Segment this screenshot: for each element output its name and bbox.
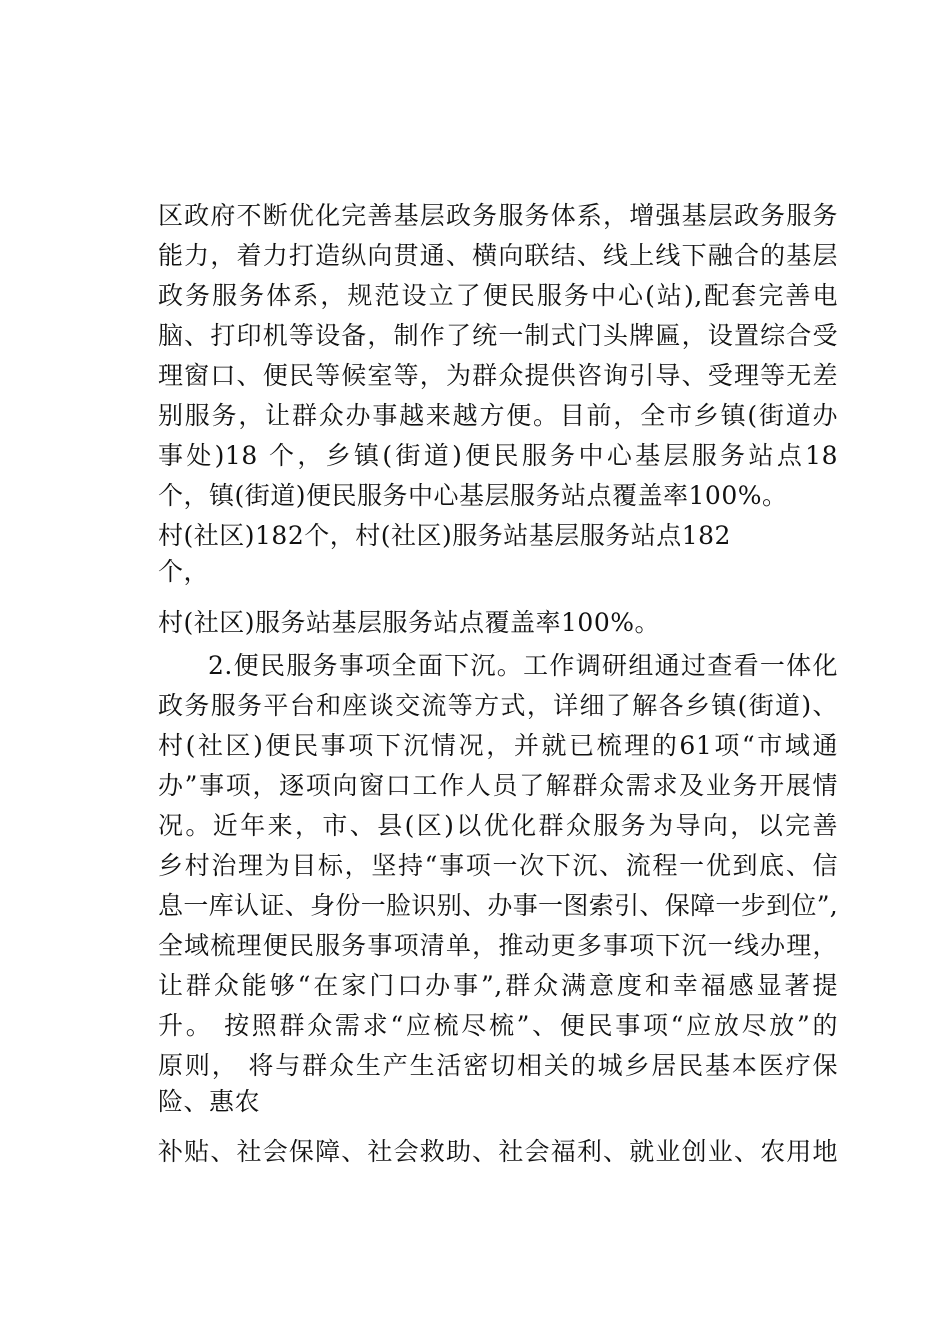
paragraph-line: 村(社区)182个，村(社区)服务站基层服务站点182: [158, 521, 731, 550]
paragraph-line: 办”事项，逐项向窗口工作人员了解群众需求及业务开展情: [158, 771, 838, 800]
paragraph-line: 村(社区)服务站基层服务站点覆盖率100%。: [158, 608, 660, 637]
paragraph-line: 理窗口、便民等候室等，为群众提供咨询引导、受理等无差: [158, 361, 838, 390]
paragraph-line: 乡村治理为目标，坚持“事项一次下沉、流程一优到底、信: [158, 851, 838, 880]
paragraph-line: 政务服务体系，规范设立了便民服务中心(站),配套完善电: [158, 281, 838, 310]
paragraph-line: 村(社区)便民事项下沉情况，并就已梳理的61项“市域通: [158, 731, 838, 760]
paragraph-line: 原则， 将与群众生产生活密切相关的城乡居民基本医疗保: [158, 1051, 838, 1080]
paragraph-line: 别服务，让群众办事越来越方便。目前，全市乡镇(街道办: [158, 401, 838, 430]
paragraph-line: 区政府不断优化完善基层政务服务体系，增强基层政务服务: [158, 201, 838, 230]
paragraph-line: 政务服务平台和座谈交流等方式，详细了解各乡镇(街道)、: [158, 691, 838, 720]
paragraph-line: 升。 按照群众需求“应梳尽梳”、便民事项“应放尽放”的: [158, 1011, 838, 1040]
paragraph-line: 个，: [158, 557, 210, 586]
paragraph-line: 补贴、社会保障、社会救助、社会福利、就业创业、农用地: [158, 1137, 838, 1166]
paragraph-line: 脑、打印机等设备，制作了统一制式门头牌匾，设置综合受: [158, 321, 838, 350]
paragraph-line: 让群众能够“在家门口办事”,群众满意度和幸福感显著提: [158, 971, 838, 1000]
paragraph-line: 全域梳理便民服务事项清单，推动更多事项下沉一线办理，: [158, 931, 838, 960]
paragraph-line: 险、惠农: [158, 1087, 261, 1116]
paragraph-line: 2.便民服务事项全面下沉。工作调研组通过查看一体化: [208, 651, 838, 680]
paragraph-line: 事处)18 个，乡镇(街道)便民服务中心基层服务站点18: [158, 441, 838, 470]
paragraph-line: 个，镇(街道)便民服务中心基层服务站点覆盖率100%。: [158, 481, 788, 510]
paragraph-line: 况。近年来，市、县(区)以优化群众服务为导向，以完善: [158, 811, 838, 840]
paragraph-line: 能力，着力打造纵向贯通、横向联结、线上线下融合的基层: [158, 241, 838, 270]
paragraph-line: 息一库认证、身份一脸识别、办事一图索引、保障一步到位”,: [158, 891, 838, 920]
